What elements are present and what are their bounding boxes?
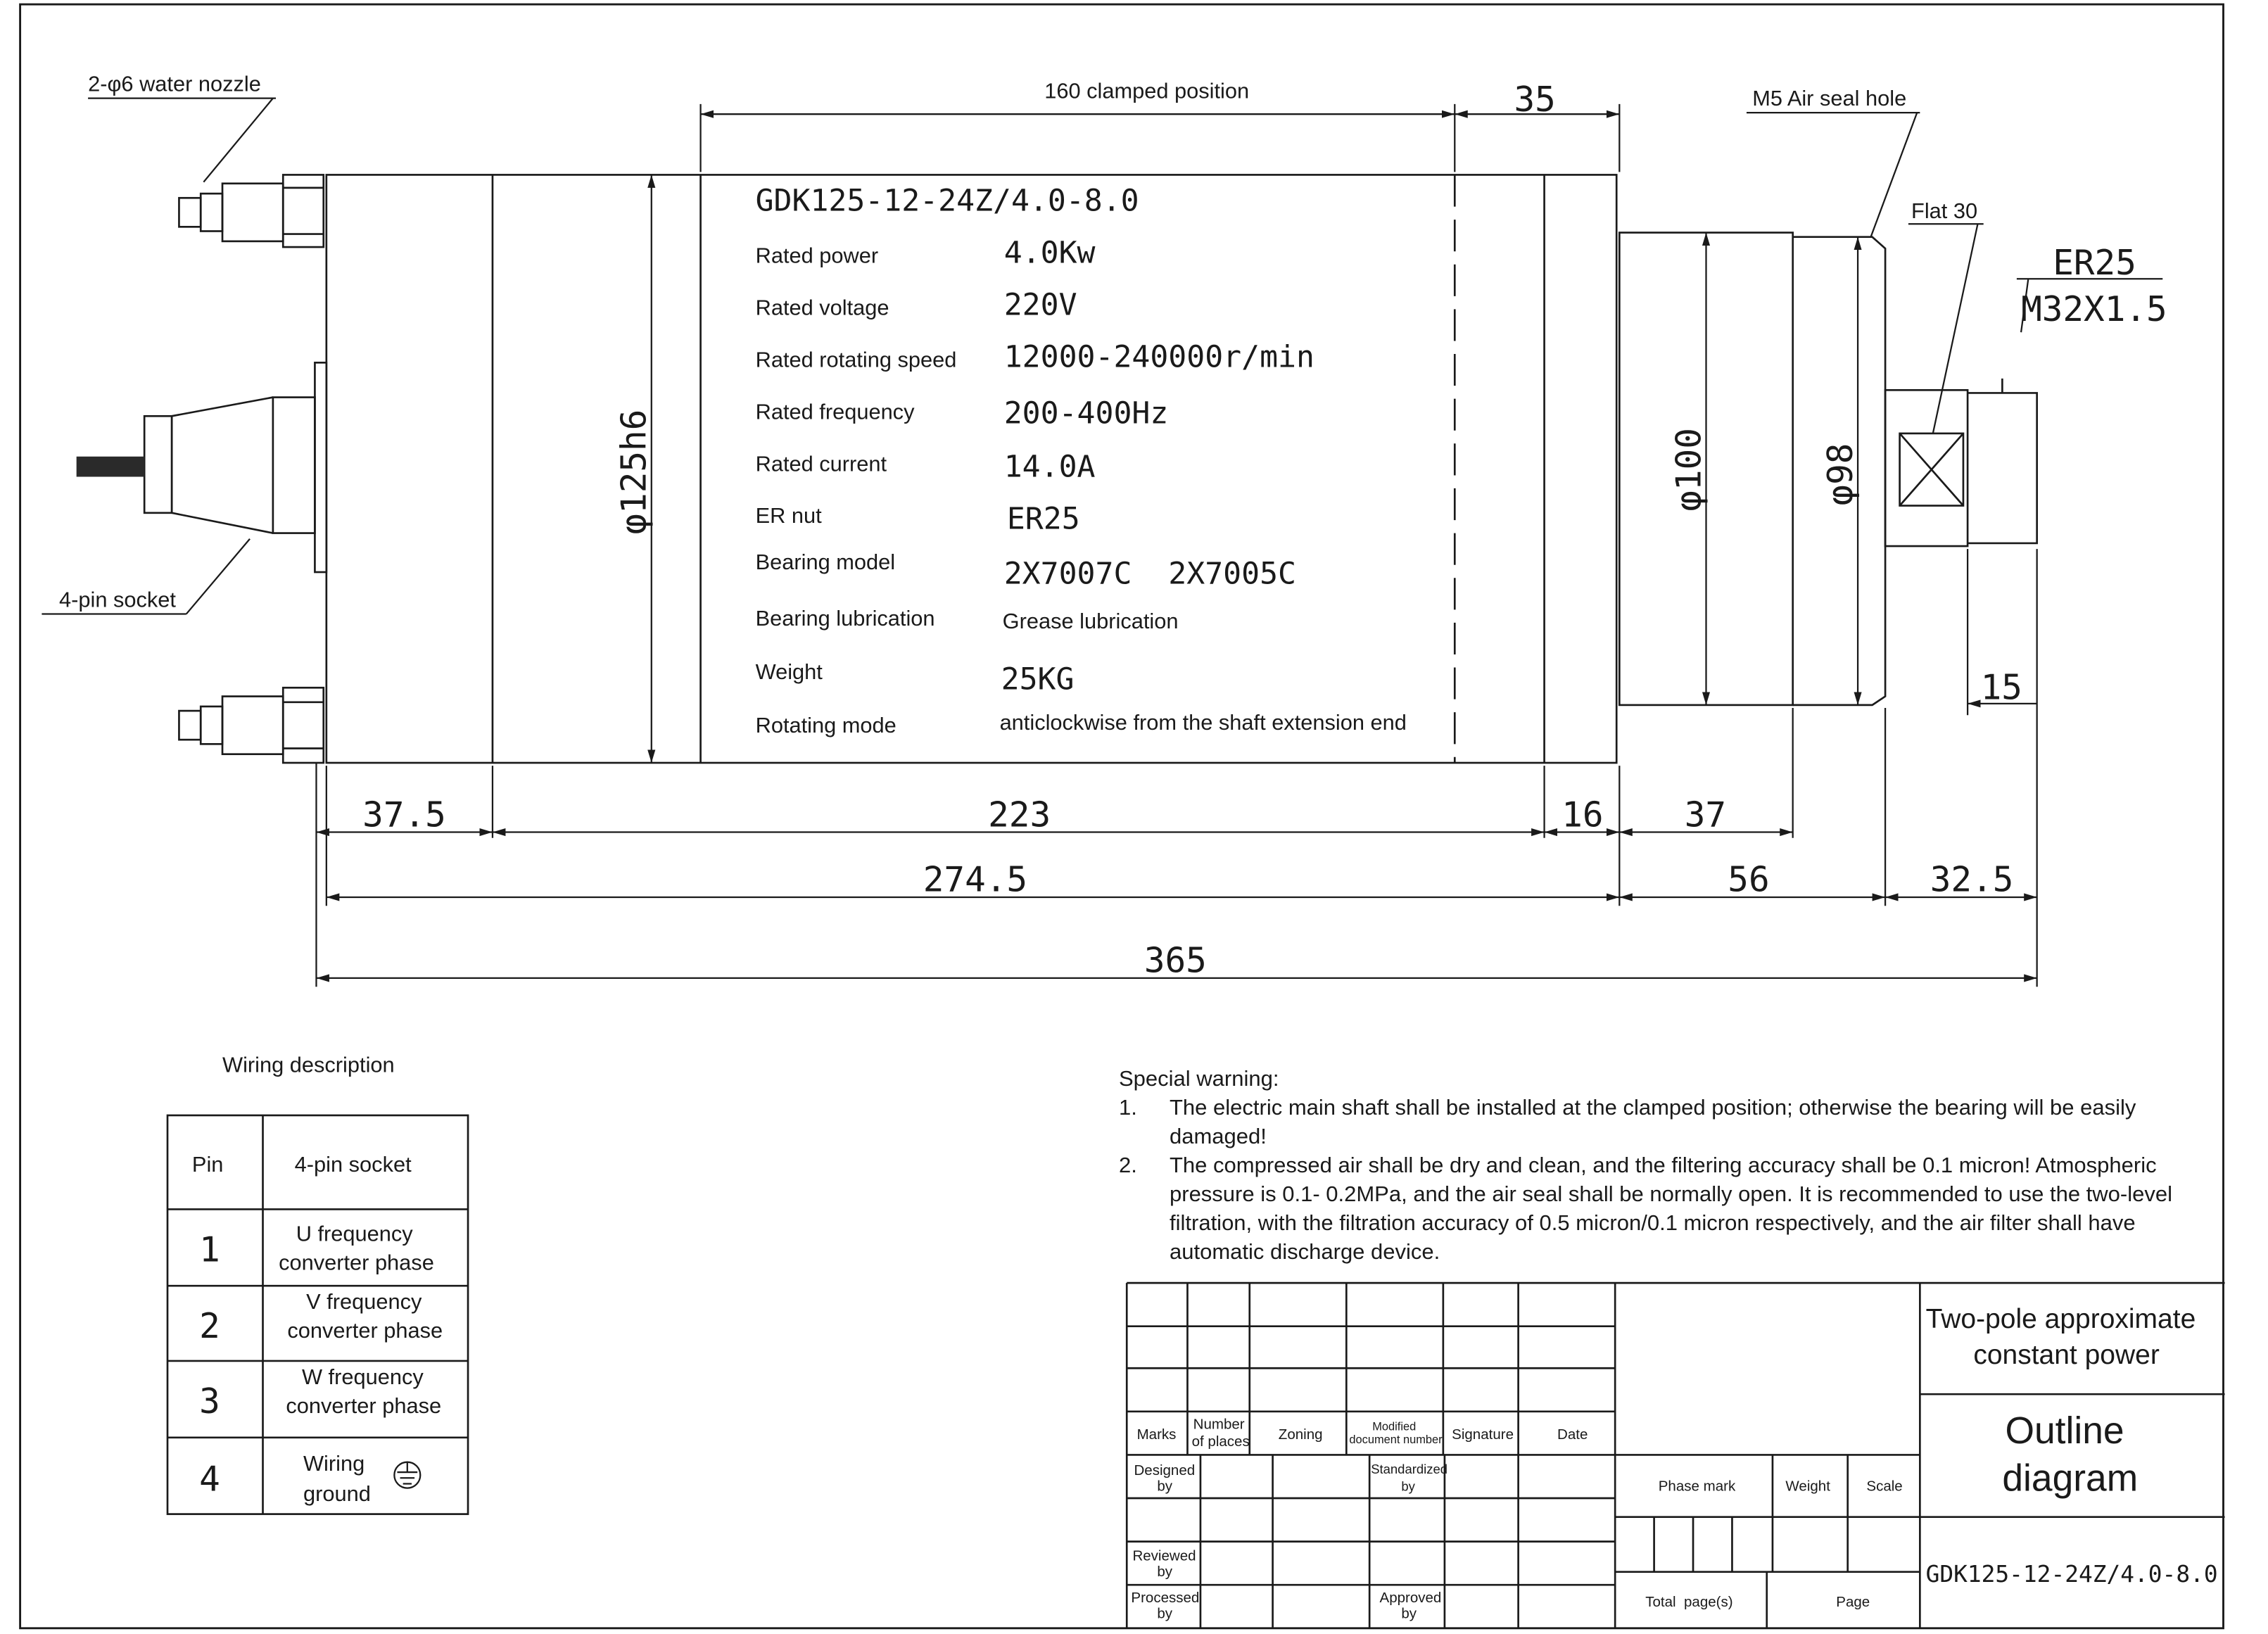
tb-page: Page [1836, 1593, 1870, 1610]
wiring-pin: 2 [199, 1305, 220, 1347]
nameplate-label: Rated rotating speed [755, 347, 957, 372]
wiring-header-socket: 4-pin socket [294, 1152, 412, 1177]
wiring-pin: 1 [199, 1229, 220, 1270]
flat-label: Flat 30 [1911, 198, 1978, 224]
nameplate-value: 220V [1003, 287, 1077, 323]
nameplate-label: Rated frequency [755, 399, 915, 424]
dim-35: 35 [1514, 79, 1556, 120]
er25-label: ER25 [2053, 242, 2136, 284]
tb-reviewed: Reviewed [1132, 1547, 1196, 1564]
nameplate [756, 184, 1407, 737]
nameplate-label: Weight [755, 659, 823, 684]
tb-number: of places [1191, 1433, 1250, 1450]
tb-designed: Designed [1134, 1462, 1196, 1479]
socket-label: 4-pin socket [59, 587, 176, 612]
wiring-table [167, 1052, 468, 1514]
wiring-desc: converter phase [279, 1250, 434, 1275]
tb-modified: Modified [1372, 1420, 1417, 1433]
wiring-title: Wiring description [222, 1052, 395, 1077]
nameplate-value: 200-400Hz [1003, 395, 1169, 431]
tb-processed: by [1157, 1605, 1173, 1622]
tb-drawing-title: diagram [2002, 1457, 2139, 1500]
dim-365: 365 [1143, 939, 1207, 981]
tb-standardized: by [1401, 1478, 1415, 1494]
wiring-desc: converter phase [287, 1318, 443, 1343]
dim-56: 56 [1728, 859, 1770, 900]
warning-text: The electric main shaft shall be installed at the clamped position; otherwise the bearing will be easily damaged! [1170, 1095, 2136, 1148]
wiring-desc: Wiring [303, 1451, 365, 1476]
nameplate-value: anticlockwise from the shaft extension end [999, 709, 1407, 735]
tb-reviewed: by [1157, 1563, 1173, 1580]
dim-223: 223 [988, 794, 1051, 835]
warning-item [1119, 1093, 2231, 1151]
nameplate-label: Bearing model [755, 549, 896, 574]
tb-number: Number [1193, 1416, 1245, 1433]
title-block [1127, 1283, 2224, 1628]
nameplate-label: Rotating mode [755, 712, 897, 737]
dim-37-5: 37.5 [362, 794, 446, 835]
tb-name: constant power [1973, 1340, 2160, 1371]
warning-number: 1. [1119, 1095, 1137, 1120]
special-warning [1119, 1064, 2231, 1266]
nameplate-model: GDK125-12-24Z/4.0-8.0 [755, 183, 1139, 219]
tb-marks: Marks [1136, 1426, 1177, 1443]
nameplate-value: 12000-240000r/min [1003, 339, 1314, 375]
wiring-desc: ground [303, 1481, 371, 1507]
nameplate-value: ER25 [1006, 501, 1080, 537]
cable [77, 457, 144, 477]
warning-item [1119, 1151, 2231, 1266]
tb-designed: by [1157, 1478, 1173, 1495]
wiring-desc: V frequency [306, 1289, 422, 1315]
tb-standardized: Standardized [1371, 1462, 1448, 1477]
dim-37: 37 [1684, 794, 1727, 835]
warning-title: Special warning: [1119, 1066, 1279, 1091]
tb-approved: Approved [1379, 1589, 1442, 1606]
nameplate-label: ER nut [755, 503, 822, 528]
dim-dia125: φ125h6 [613, 409, 654, 535]
nameplate-label: Bearing lubrication [755, 605, 935, 631]
tb-modified: document number [1349, 1433, 1443, 1446]
nameplate-value: 25KG [1001, 661, 1075, 697]
nameplate-label: Rated power [755, 243, 879, 268]
dim-32-5: 32.5 [1930, 859, 2014, 900]
ground-icon [394, 1462, 420, 1488]
nameplate-label: Rated current [755, 451, 887, 476]
dim-15: 15 [1980, 666, 2022, 708]
tb-approved: by [1401, 1605, 1417, 1622]
dim-dia100: φ100 [1668, 428, 1709, 512]
dimension-lines [316, 104, 2036, 987]
wiring-desc: converter phase [286, 1393, 442, 1418]
tb-scale: Scale [1866, 1478, 1903, 1495]
warning-number: 2. [1119, 1153, 1137, 1177]
warning-text: The compressed air shall be dry and clean, and the filtering accuracy shall be 0.1 micron! Atmospheric pressure is 0.1- 0.2MPa, and the air seal shall be normally open. It is recommended to use the two-level filtration, with the filtration accuracy of 0.5 micron/0.1 micron respectively, and the air filter shall have automatic discharge device. [1170, 1153, 2173, 1264]
water-nozzle-label: 2-φ6 water nozzle [88, 71, 261, 96]
tb-weight: Weight [1785, 1478, 1830, 1495]
tb-name: Two-pole approximate [1925, 1303, 2196, 1334]
dim-274-5: 274.5 [923, 859, 1028, 900]
nameplate-value: 2X7007C 2X7005C [1003, 556, 1296, 592]
wiring-header-pin: Pin [191, 1152, 224, 1177]
nameplate-label: Rated voltage [755, 295, 889, 320]
dim-16: 16 [1561, 794, 1604, 835]
wiring-desc: W frequency [301, 1364, 424, 1389]
tb-phase-mark: Phase mark [1658, 1478, 1736, 1495]
nameplate-value: 4.0Kw [1003, 235, 1096, 271]
tb-date: Date [1557, 1426, 1588, 1443]
tb-drawing-title: Outline [2005, 1410, 2124, 1452]
wiring-desc: U frequency [296, 1221, 413, 1246]
tb-model: GDK125-12-24Z/4.0-8.0 [1925, 1561, 2218, 1588]
wiring-pin: 4 [199, 1458, 220, 1500]
tb-zoning: Zoning [1278, 1426, 1323, 1443]
dim-dia98: φ98 [1819, 443, 1861, 506]
nameplate-value: Grease lubrication [1002, 609, 1179, 634]
wiring-pin: 3 [199, 1380, 220, 1421]
clamped-position-label: 160 clamped position [1044, 78, 1250, 103]
nameplate-value: 14.0A [1003, 449, 1096, 485]
tb-total-pages: Total page(s) [1645, 1593, 1733, 1610]
tb-signature: Signature [1452, 1426, 1514, 1443]
tb-processed: Processed [1131, 1589, 1200, 1606]
air-seal-label: M5 Air seal hole [1752, 85, 1907, 110]
thread-label: M32X1.5 [2021, 288, 2167, 329]
